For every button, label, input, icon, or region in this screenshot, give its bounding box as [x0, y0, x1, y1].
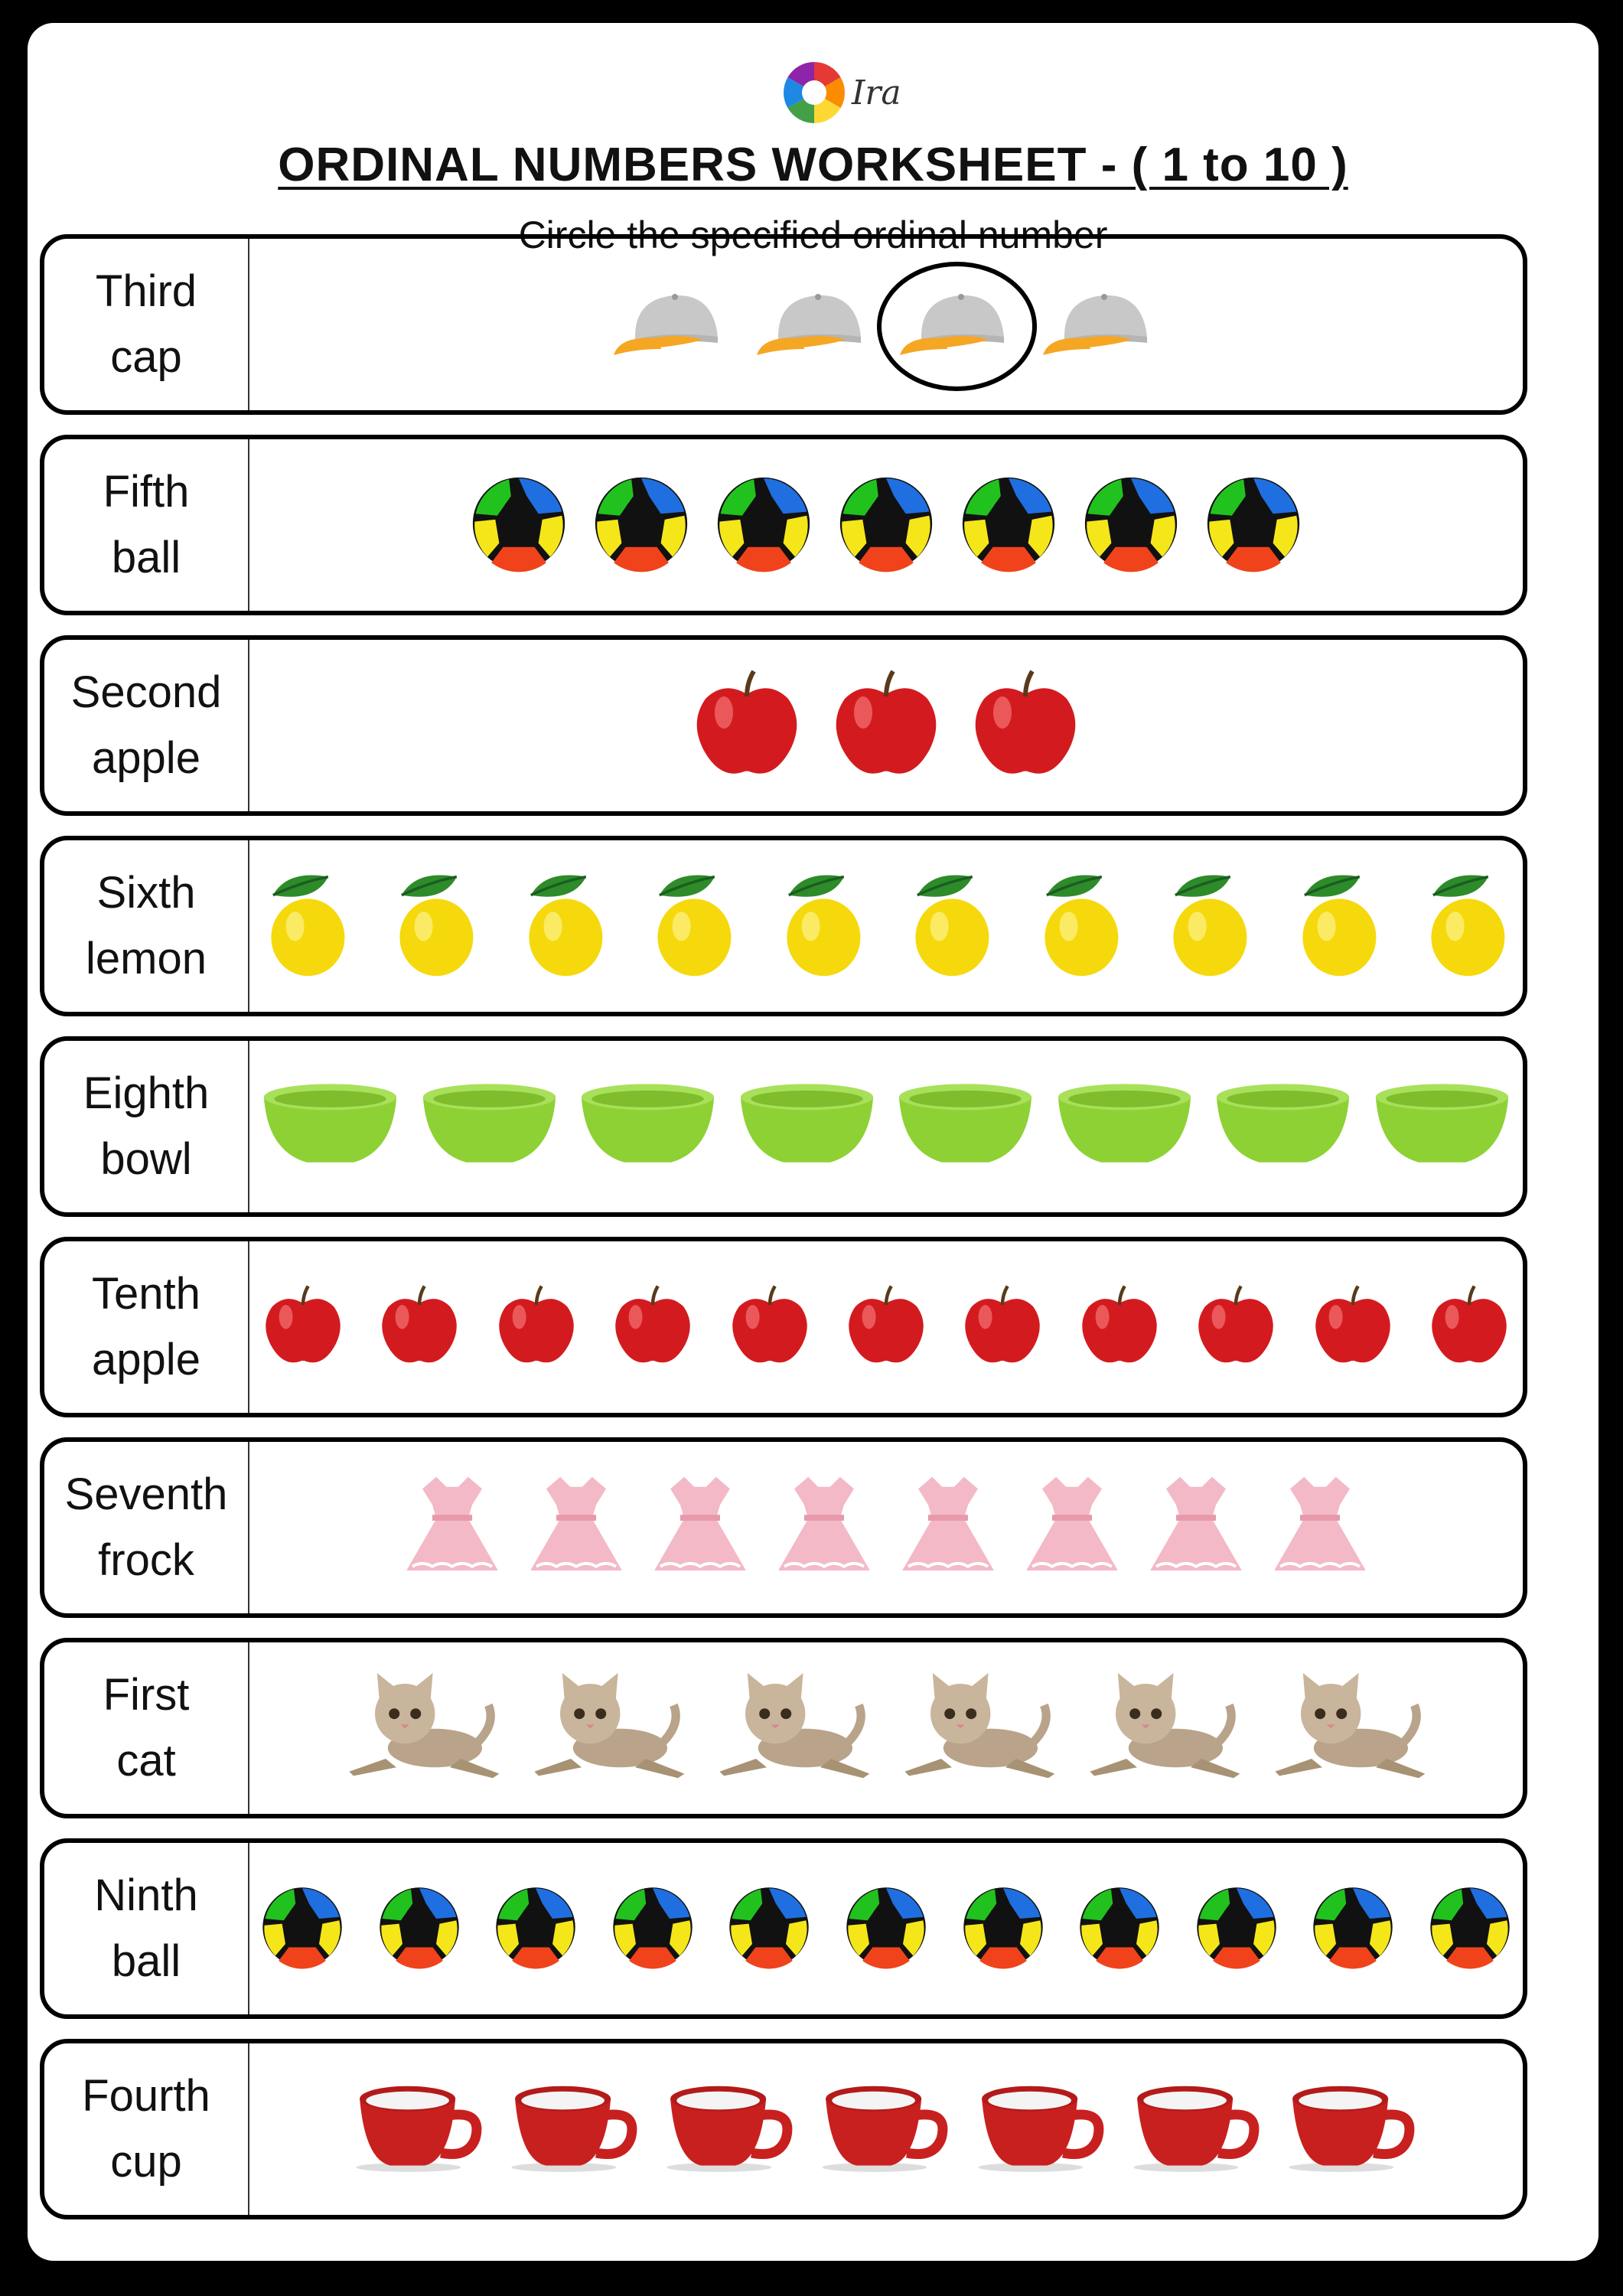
object-word: cat — [116, 1736, 176, 1786]
cat-icon[interactable] — [1084, 1673, 1244, 1784]
ball-icon[interactable] — [592, 475, 690, 576]
bowl-icon[interactable] — [1213, 1078, 1353, 1176]
question-row — [40, 2039, 1527, 2219]
frock-icon[interactable] — [1146, 1471, 1246, 1584]
question-list — [40, 234, 1527, 2219]
frock-icon[interactable] — [1022, 1471, 1122, 1584]
cap-icon[interactable] — [1041, 285, 1160, 365]
question-label — [44, 1843, 249, 2014]
ordinal-word: Fifth — [103, 467, 190, 517]
object-word: lemon — [86, 934, 207, 983]
ball-icon[interactable] — [844, 1885, 928, 1973]
apple-icon[interactable] — [1077, 1283, 1162, 1372]
ordinal-word: Ninth — [94, 1870, 198, 1920]
ball-icon[interactable] — [611, 1885, 695, 1973]
frock-icon[interactable] — [774, 1471, 874, 1584]
cup-icon[interactable] — [665, 2082, 796, 2177]
object-word: cap — [110, 332, 182, 382]
ordinal-word: Fourth — [82, 2071, 210, 2121]
question-row — [40, 1638, 1527, 1818]
question-row — [40, 836, 1527, 1016]
cat-icon[interactable] — [898, 1673, 1059, 1784]
apple-icon[interactable] — [960, 1283, 1045, 1372]
page-title: ORDINAL NUMBERS WORKSHEET - ( 1 to 10 ) — [278, 139, 1348, 191]
apple-icon[interactable] — [1193, 1283, 1279, 1372]
ball-icon[interactable] — [1204, 475, 1302, 576]
bowl-icon[interactable] — [260, 1078, 400, 1176]
picture-row — [249, 1241, 1523, 1413]
ordinal-word: Second — [70, 667, 222, 717]
instructions: Circle the specified ordinal number — [518, 214, 1108, 256]
object-word: frock — [98, 1535, 194, 1585]
ball-icon[interactable] — [1194, 1885, 1279, 1973]
cup-icon[interactable] — [354, 2082, 485, 2177]
apple-icon[interactable] — [968, 667, 1083, 785]
question-label — [44, 640, 249, 811]
picture-row — [249, 640, 1523, 811]
bowl-icon[interactable] — [1054, 1078, 1194, 1176]
ball-icon[interactable] — [727, 1885, 811, 1973]
object-word: apple — [92, 1335, 200, 1384]
logo — [781, 58, 901, 127]
cat-icon[interactable] — [528, 1673, 689, 1784]
question-label — [44, 239, 249, 410]
frock-icon[interactable] — [1270, 1471, 1370, 1584]
apple-icon[interactable] — [1310, 1283, 1396, 1372]
picture-row — [249, 2043, 1523, 2215]
apple-icon[interactable] — [260, 1283, 346, 1372]
picture-row — [249, 1642, 1523, 1814]
question-row — [40, 1437, 1527, 1618]
ball-icon[interactable] — [377, 1885, 461, 1973]
cup-icon[interactable] — [976, 2082, 1107, 2177]
apple-icon[interactable] — [727, 1283, 813, 1372]
lemon-icon[interactable] — [904, 869, 996, 983]
bowl-icon[interactable] — [895, 1078, 1035, 1176]
bowl-icon[interactable] — [1372, 1078, 1512, 1176]
lemon-icon[interactable] — [1292, 869, 1383, 983]
question-row — [40, 1838, 1527, 2019]
lemon-icon[interactable] — [1034, 869, 1126, 983]
object-word: bowl — [100, 1134, 192, 1184]
ball-icon[interactable] — [1082, 475, 1180, 576]
picture-row — [249, 840, 1523, 1012]
bowl-icon[interactable] — [737, 1078, 877, 1176]
question-label — [44, 1041, 249, 1212]
ball-icon[interactable] — [470, 475, 568, 576]
cap-icon[interactable] — [612, 285, 731, 365]
lemon-icon[interactable] — [1162, 869, 1254, 983]
question-label — [44, 1241, 249, 1413]
ordinal-word: Tenth — [92, 1269, 200, 1319]
cup-icon[interactable] — [1132, 2082, 1263, 2177]
question-row — [40, 635, 1527, 816]
picture-row — [249, 239, 1523, 410]
frock-icon[interactable] — [402, 1471, 502, 1584]
question-row — [40, 1237, 1527, 1417]
picture-row — [249, 439, 1523, 611]
cat-icon[interactable] — [713, 1673, 874, 1784]
picture-row — [249, 1442, 1523, 1613]
frock-icon[interactable] — [650, 1471, 750, 1584]
bowl-icon[interactable] — [578, 1078, 718, 1176]
question-label — [44, 840, 249, 1012]
ordinal-word: Seventh — [64, 1469, 228, 1519]
ball-icon[interactable] — [715, 475, 813, 576]
question-row — [40, 1036, 1527, 1217]
object-word: apple — [92, 733, 200, 783]
ordinal-word: Third — [95, 266, 197, 316]
picture-row — [249, 1843, 1523, 2014]
apple-icon[interactable] — [689, 667, 804, 785]
lemon-icon[interactable] — [260, 869, 352, 983]
cap-icon[interactable] — [898, 285, 1017, 365]
ball-icon[interactable] — [1428, 1885, 1512, 1973]
ball-icon[interactable] — [1077, 1885, 1162, 1973]
bowl-icon[interactable] — [419, 1078, 559, 1176]
ordinal-word: Sixth — [96, 868, 196, 918]
lemon-icon[interactable] — [389, 869, 481, 983]
logo-text: Ira — [852, 73, 901, 113]
ordinal-word: Eighth — [83, 1068, 210, 1118]
apple-icon[interactable] — [829, 667, 943, 785]
ball-icon[interactable] — [1311, 1885, 1395, 1973]
cat-icon[interactable] — [343, 1673, 504, 1784]
question-row — [40, 234, 1527, 415]
cat-icon[interactable] — [1269, 1673, 1429, 1784]
apple-icon[interactable] — [610, 1283, 696, 1372]
lemon-icon[interactable] — [1420, 869, 1512, 983]
cup-icon[interactable] — [1287, 2082, 1418, 2177]
picture-row — [249, 1041, 1523, 1212]
lemon-icon[interactable] — [518, 869, 610, 983]
ordinal-word: First — [103, 1670, 190, 1720]
question-label — [44, 1642, 249, 1814]
apple-icon[interactable] — [494, 1283, 579, 1372]
ball-icon[interactable] — [837, 475, 935, 576]
ball-icon[interactable] — [260, 1885, 344, 1973]
apple-icon[interactable] — [376, 1283, 462, 1372]
object-word: cup — [110, 2137, 182, 2187]
lemon-icon[interactable] — [647, 869, 738, 983]
object-word: ball — [111, 1936, 181, 1986]
object-word: ball — [111, 533, 181, 582]
ball-icon[interactable] — [961, 1885, 1045, 1973]
question-label — [44, 1442, 249, 1613]
ball-icon[interactable] — [960, 475, 1058, 576]
apple-icon[interactable] — [843, 1283, 929, 1372]
cup-icon[interactable] — [510, 2082, 640, 2177]
color-wheel-icon — [781, 60, 847, 126]
lemon-icon[interactable] — [776, 869, 868, 983]
cup-icon[interactable] — [820, 2082, 951, 2177]
question-label — [44, 439, 249, 611]
question-label — [44, 2043, 249, 2215]
frock-icon[interactable] — [898, 1471, 998, 1584]
frock-icon[interactable] — [526, 1471, 626, 1584]
ball-icon[interactable] — [494, 1885, 578, 1973]
question-row — [40, 435, 1527, 615]
cap-icon[interactable] — [755, 285, 874, 365]
apple-icon[interactable] — [1426, 1283, 1512, 1372]
